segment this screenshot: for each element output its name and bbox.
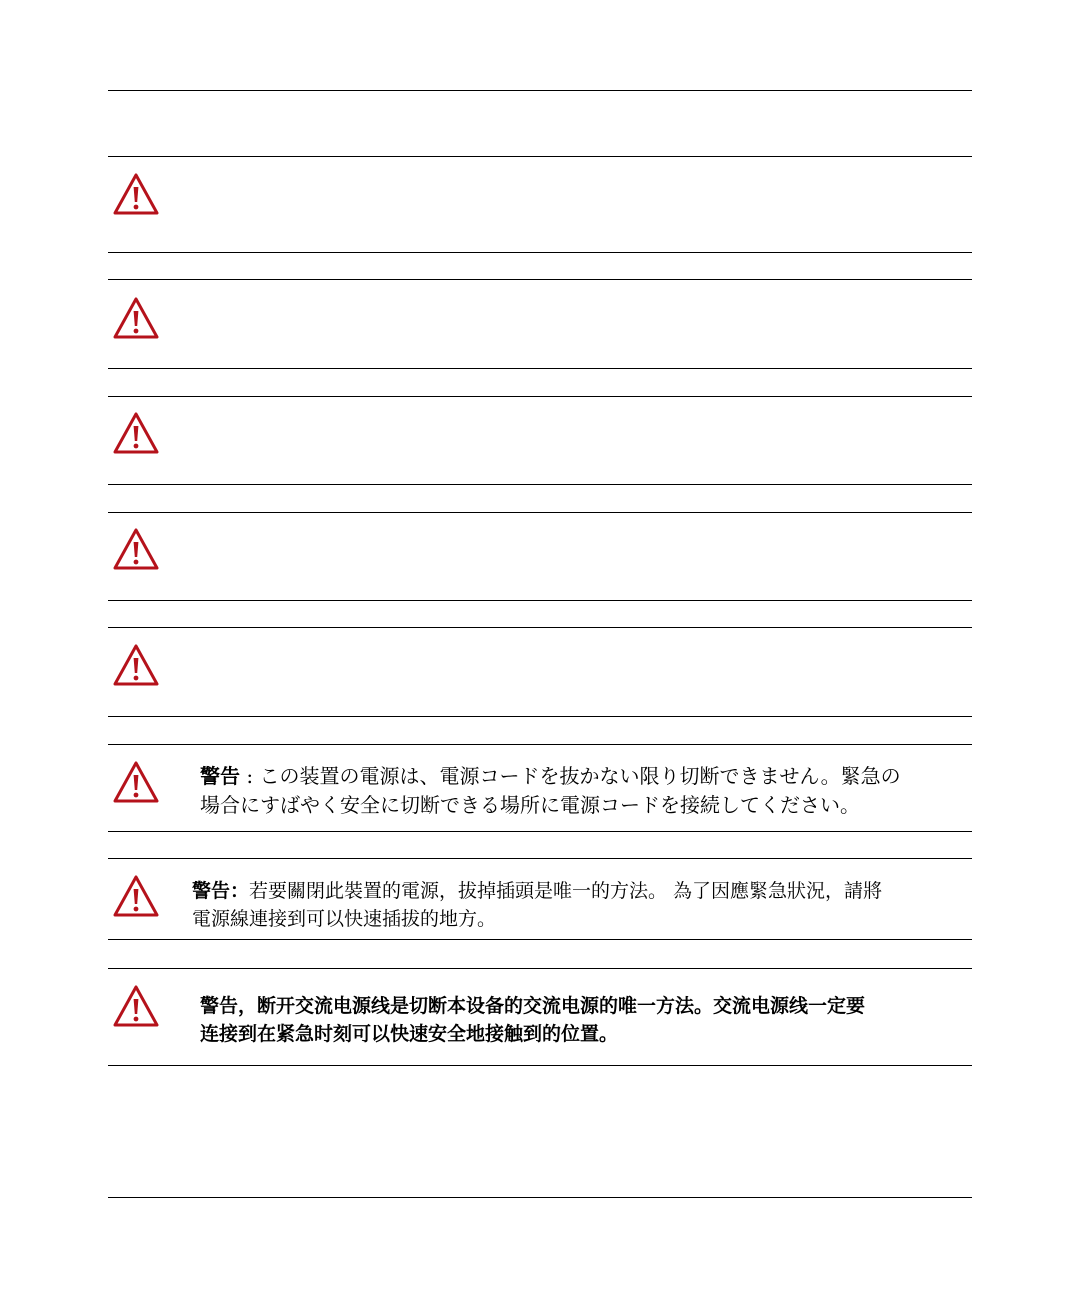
warning-triangle-icon [112, 527, 160, 571]
warning-label: 警告， [200, 995, 258, 1017]
warning-triangle-icon [112, 643, 160, 687]
warning-box-5-top-rule [108, 627, 972, 628]
warning-box-1-top-rule [108, 156, 972, 157]
warning-box-7-bottom-rule [108, 939, 972, 940]
warning-triangle-icon [112, 984, 160, 1028]
warning-triangle-icon [112, 296, 160, 340]
warning-line-1 [200, 762, 901, 791]
warning-text-simplified-chinese [200, 992, 865, 1048]
warning-line-2: 電源線連接到可以快速插拔的地方。 [192, 908, 497, 930]
warning-line-1 [200, 992, 865, 1020]
warning-body: 断开交流电源线是切断本设备的交流电源的唯一方法。交流电源线一定要 [257, 995, 866, 1017]
warning-label: 警告： [192, 880, 250, 902]
warning-triangle-icon [112, 411, 160, 455]
warning-box-4-bottom-rule [108, 600, 972, 601]
warning-box-2-bottom-rule [108, 368, 972, 369]
warning-box-8-bottom-rule [108, 1065, 972, 1066]
warning-text-japanese [200, 762, 901, 820]
warning-box-1-bottom-rule [108, 252, 972, 253]
warning-body: この装置の電源は、電源コードを抜かない限り切断できません。緊急の [259, 764, 901, 788]
warning-line-2: 连接到在紧急时刻可以快速安全地接触到的位置。 [200, 1023, 619, 1045]
warning-triangle-icon [112, 172, 160, 216]
warning-box-7-top-rule [108, 858, 972, 859]
warning-body: 若要關閉此裝置的電源，拔掉插頭是唯一的方法。 為了因應緊急狀況，請將 [249, 880, 883, 902]
warning-box-3-top-rule [108, 396, 972, 397]
warning-triangle-icon [112, 874, 160, 918]
warning-label: 警告 [200, 764, 240, 788]
warning-line-2: 場合にすばやく安全に切断できる場所に電源コードを接続してください。 [200, 793, 860, 817]
warning-box-8-top-rule [108, 968, 972, 969]
warning-triangle-icon [112, 760, 160, 804]
footer-rule [108, 1197, 972, 1198]
warning-box-2-top-rule [108, 279, 972, 280]
warning-separator: : [240, 764, 260, 788]
warning-box-4-top-rule [108, 512, 972, 513]
warning-box-6-top-rule [108, 744, 972, 745]
warning-box-5-bottom-rule [108, 716, 972, 717]
warning-box-3-bottom-rule [108, 484, 972, 485]
warning-text-traditional-chinese [192, 877, 882, 933]
warning-box-6-bottom-rule [108, 831, 972, 832]
warning-line-1 [192, 877, 882, 905]
header-rule [108, 90, 972, 91]
